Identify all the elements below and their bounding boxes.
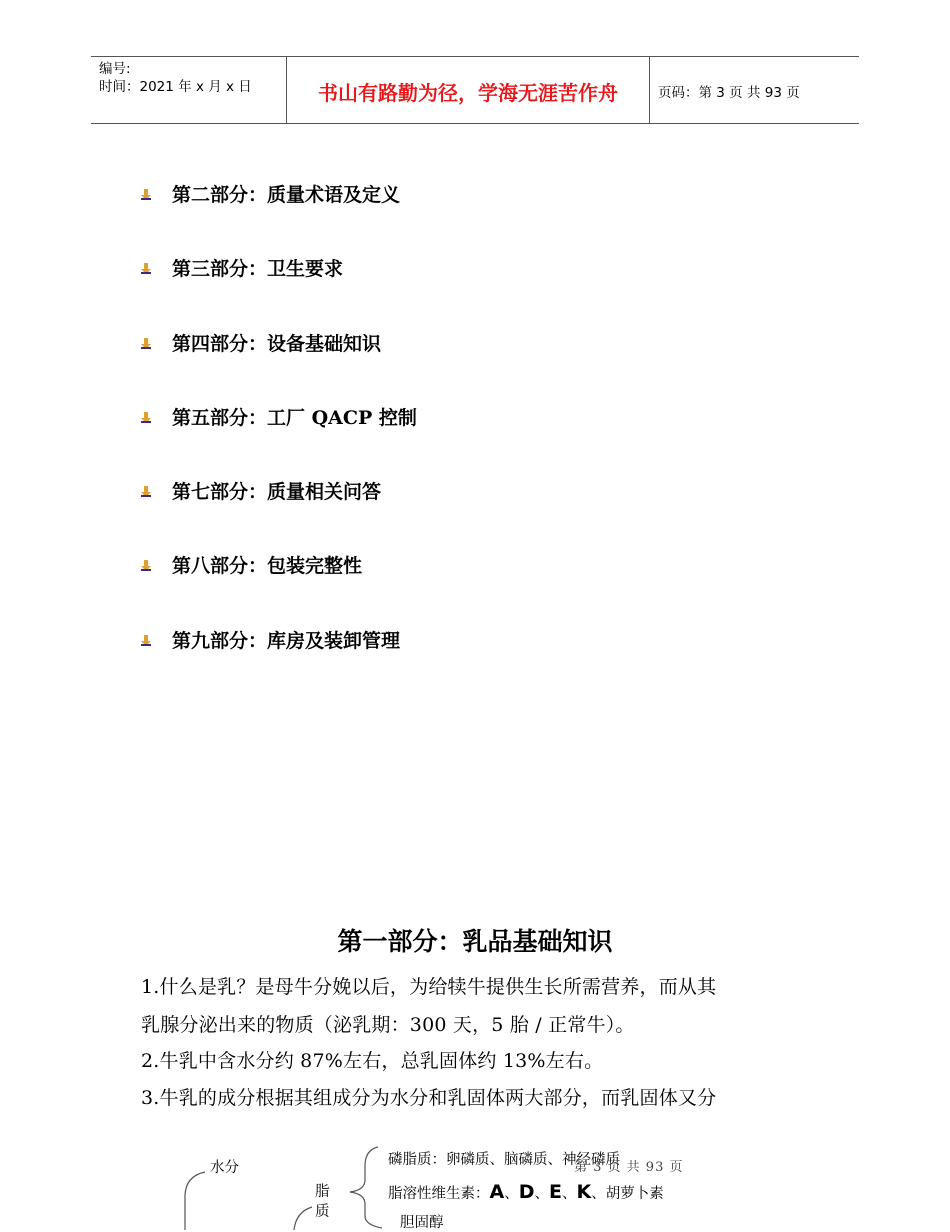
diagram-water: 水分 <box>210 1160 239 1176</box>
toc-item-label: 第三部分：卫生要求 <box>172 258 344 280</box>
vitamin-label: 脂溶性维生素： <box>388 1186 490 1202</box>
vitamin-k: K <box>576 1181 592 1203</box>
toc-item-label: 第二部分：质量术语及定义 <box>172 184 401 206</box>
header-code-label: 编号: <box>99 61 131 77</box>
vitamin-tail: 、胡萝卜素 <box>591 1186 664 1202</box>
diagram-fat-char-2: 质 <box>315 1204 330 1220</box>
toc-item-label: 第七部分：质量相关问答 <box>172 481 382 503</box>
vitamin-e: E <box>549 1181 562 1203</box>
page-footer: 第 3 页 共 93 页 <box>574 1160 684 1175</box>
paragraph-line: 2.牛乳中含水分约 87%左右，总乳固体约 13%左右。 <box>141 1050 604 1072</box>
header-time-label: 时间：2021 年 x 月 x 日 <box>99 79 252 95</box>
paragraph-line: 乳腺分泌出来的物质（泌乳期：300 天，5 胎 / 正常牛）。 <box>141 1014 635 1036</box>
toc-item-label: 第四部分：设备基础知识 <box>172 333 382 355</box>
header-page-info: 页码：第 3 页 共 93 页 <box>658 85 800 101</box>
paragraph-line: 3.牛乳的成分根据其组成分为水分和乳固体两大部分，而乳固体又分 <box>141 1087 717 1109</box>
paragraph-line: 1.什么是乳？是母牛分娩以后，为给犊牛提供生长所需营养，而从其 <box>141 976 717 998</box>
toc-item-label: 第五部分：工厂 QACP 控制 <box>172 407 417 429</box>
diagram-phospholipid: 磷脂质：卵磷质、脑磷质、神经磷质 <box>388 1152 620 1168</box>
toc-item-label: 第八部分：包装完整性 <box>172 555 363 577</box>
diagram-vitamins <box>388 1181 664 1203</box>
header-motto: 书山有路勤为径，学海无涯苦作舟 <box>318 81 618 105</box>
section-title: 第一部分：乳品基础知识 <box>337 927 613 956</box>
diagram-fat-char-1: 脂 <box>315 1184 330 1200</box>
vitamin-d: D <box>518 1181 535 1203</box>
vitamin-separator: 、 <box>534 1186 549 1202</box>
toc-item-label: 第九部分：库房及装卸管理 <box>172 630 401 652</box>
vitamin-separator: 、 <box>561 1186 577 1202</box>
vitamin-a: A <box>489 1181 505 1203</box>
diagram-cholesterol: 胆固醇 <box>400 1215 444 1231</box>
vitamin-separator: 、 <box>504 1186 519 1202</box>
